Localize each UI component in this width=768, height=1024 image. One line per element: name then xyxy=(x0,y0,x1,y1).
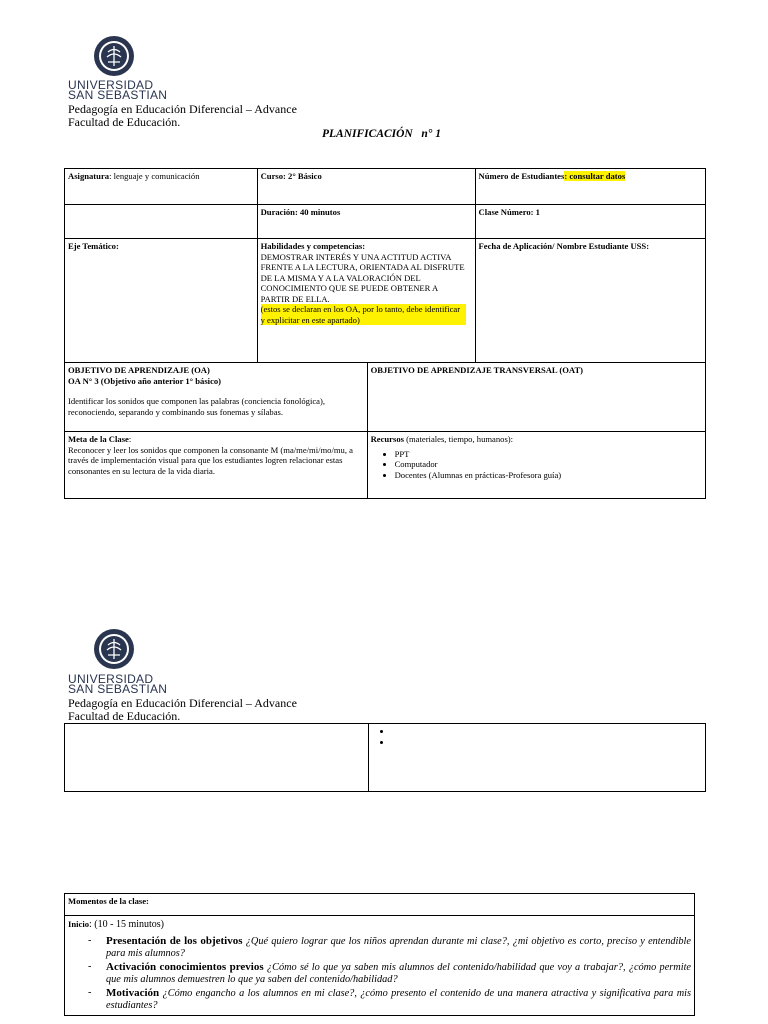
resource-item: • PPT xyxy=(395,449,702,460)
students-count-cell: Número de Estudiantes: consultar datos xyxy=(475,169,705,205)
class-start-section: Inicio: (10 - 15 minutos) - Presentación de los objetivos ¿Qué quiero lograr que los niños aprendan durante mi clase?, ¿mi objetivo es corto, preciso y entendible para mis alumnos? - Activación conocimientos previos ¿Cómo sé lo que ya saben mis alumnos del contenido/habilidad que voy a trabajar?, ¿cómo permite que mis alumnos demuestren lo que ya saben del contenido/habilidad? - Motivación ¿Cómo engancho a los alumnos en mi clase?, ¿cómo presento el contenido de una manera atractiva y significativa para mis estudiantes? xyxy=(68,919,691,1011)
planning-table xyxy=(64,168,706,499)
subject-cell: Asignatura: lenguaje y comunicación xyxy=(65,169,258,205)
class-moments-section xyxy=(64,893,695,1016)
list-item: - Presentación de los objetivos ¿Qué quiero lograr que los niños aprendan durante mi clase?, ¿mi objetivo es corto, preciso y entendible para mis alumnos? xyxy=(88,935,691,959)
university-name-line2: SAN SEBASTIAN xyxy=(68,682,168,696)
list-item: - Motivación ¿Cómo engancho a los alumnos en mi clase?, ¿cómo presento el contenido de una manera atractiva y significativa para mis estudiantes? xyxy=(88,987,691,1011)
university-name-line1: UNIVERSIDAD xyxy=(68,78,154,92)
resource-item: • Computador xyxy=(395,459,702,470)
program-name: Pedagogía en Educación Diferencial – Advance xyxy=(68,102,297,116)
course-cell: Curso: 2° Básico xyxy=(257,169,475,205)
empty-bullet xyxy=(392,737,703,748)
class-goal-cell: Meta de la Clase: Reconocer y leer los sonidos que componen la consonante M (ma/me/mi/mo/mu, a través de implementación visual para que los estudiantes logren relacionar estas consonantes en su lectura de la vida diaria. xyxy=(65,432,368,499)
continuation-table xyxy=(64,723,706,792)
class-moments-header: Momentos de la clase: xyxy=(65,894,694,916)
program-name: Pedagogía en Educación Diferencial – Advance xyxy=(68,696,297,710)
empty-bullet xyxy=(392,726,703,737)
application-date-cell: Fecha de Aplicación/ Nombre Estudiante USS: xyxy=(475,239,705,363)
university-name-line2: SAN SEBASTIAN xyxy=(68,88,168,102)
duration-cell: Duración: 40 minutos xyxy=(257,205,475,239)
oat-cell: OBJETIVO DE APRENDIZAJE TRANSVERSAL (OAT) xyxy=(367,363,705,432)
university-seal-logo xyxy=(93,35,135,77)
resource-item: • Docentes (Alumnas en prácticas-Profesora guía) xyxy=(395,470,702,481)
skills-cell: Habilidades y competencias: DEMOSTRAR INTERÉS Y UNA ACTITUD ACTIVA FRENTE A LA LECTURA, ORIENTADA AL DISFRUTE DE LA MISMA Y A LA VALORACIÓN DEL CONOCIMIENTO QUE SE PUEDE OBTENER A PARTIR DE ELLA. (estos se declaran en los OA, por lo tanto, debe identificar y explicitar en este apartado) xyxy=(257,239,475,363)
continuation-left-cell xyxy=(65,724,369,792)
class-number-cell: Clase Número: 1 xyxy=(475,205,705,239)
resources-cell: Recursos (materiales, tiempo, humanos): • PPT • Computador • Docentes (Alumnas en prácticas-Profesora guía) xyxy=(367,432,705,499)
faculty-name: Facultad de Educación. xyxy=(68,115,181,129)
page-title: PLANIFICACIÓN n° 1 xyxy=(322,128,441,140)
empty-cell xyxy=(65,205,258,239)
university-seal-logo xyxy=(93,628,135,670)
faculty-name: Facultad de Educación. xyxy=(68,709,181,723)
list-item: - Activación conocimientos previos ¿Cómo sé lo que ya saben mis alumnos del contenido/habilidad que voy a trabajar?, ¿cómo permite que mis alumnos demuestren lo que ya saben del contenido/habilidad? xyxy=(88,961,691,985)
university-name-line1: UNIVERSIDAD xyxy=(68,672,154,686)
continuation-right-cell xyxy=(368,724,706,792)
thematic-axis-cell: Eje Temático: xyxy=(65,239,258,363)
oa-cell: OBJETIVO DE APRENDIZAJE (OA) OA N° 3 (Objetivo año anterior 1° básico) Identificar los sonidos que componen las palabras (conciencia fonológica), reconociendo, separando y combinando sus fonemas y sílabas. xyxy=(65,363,368,432)
